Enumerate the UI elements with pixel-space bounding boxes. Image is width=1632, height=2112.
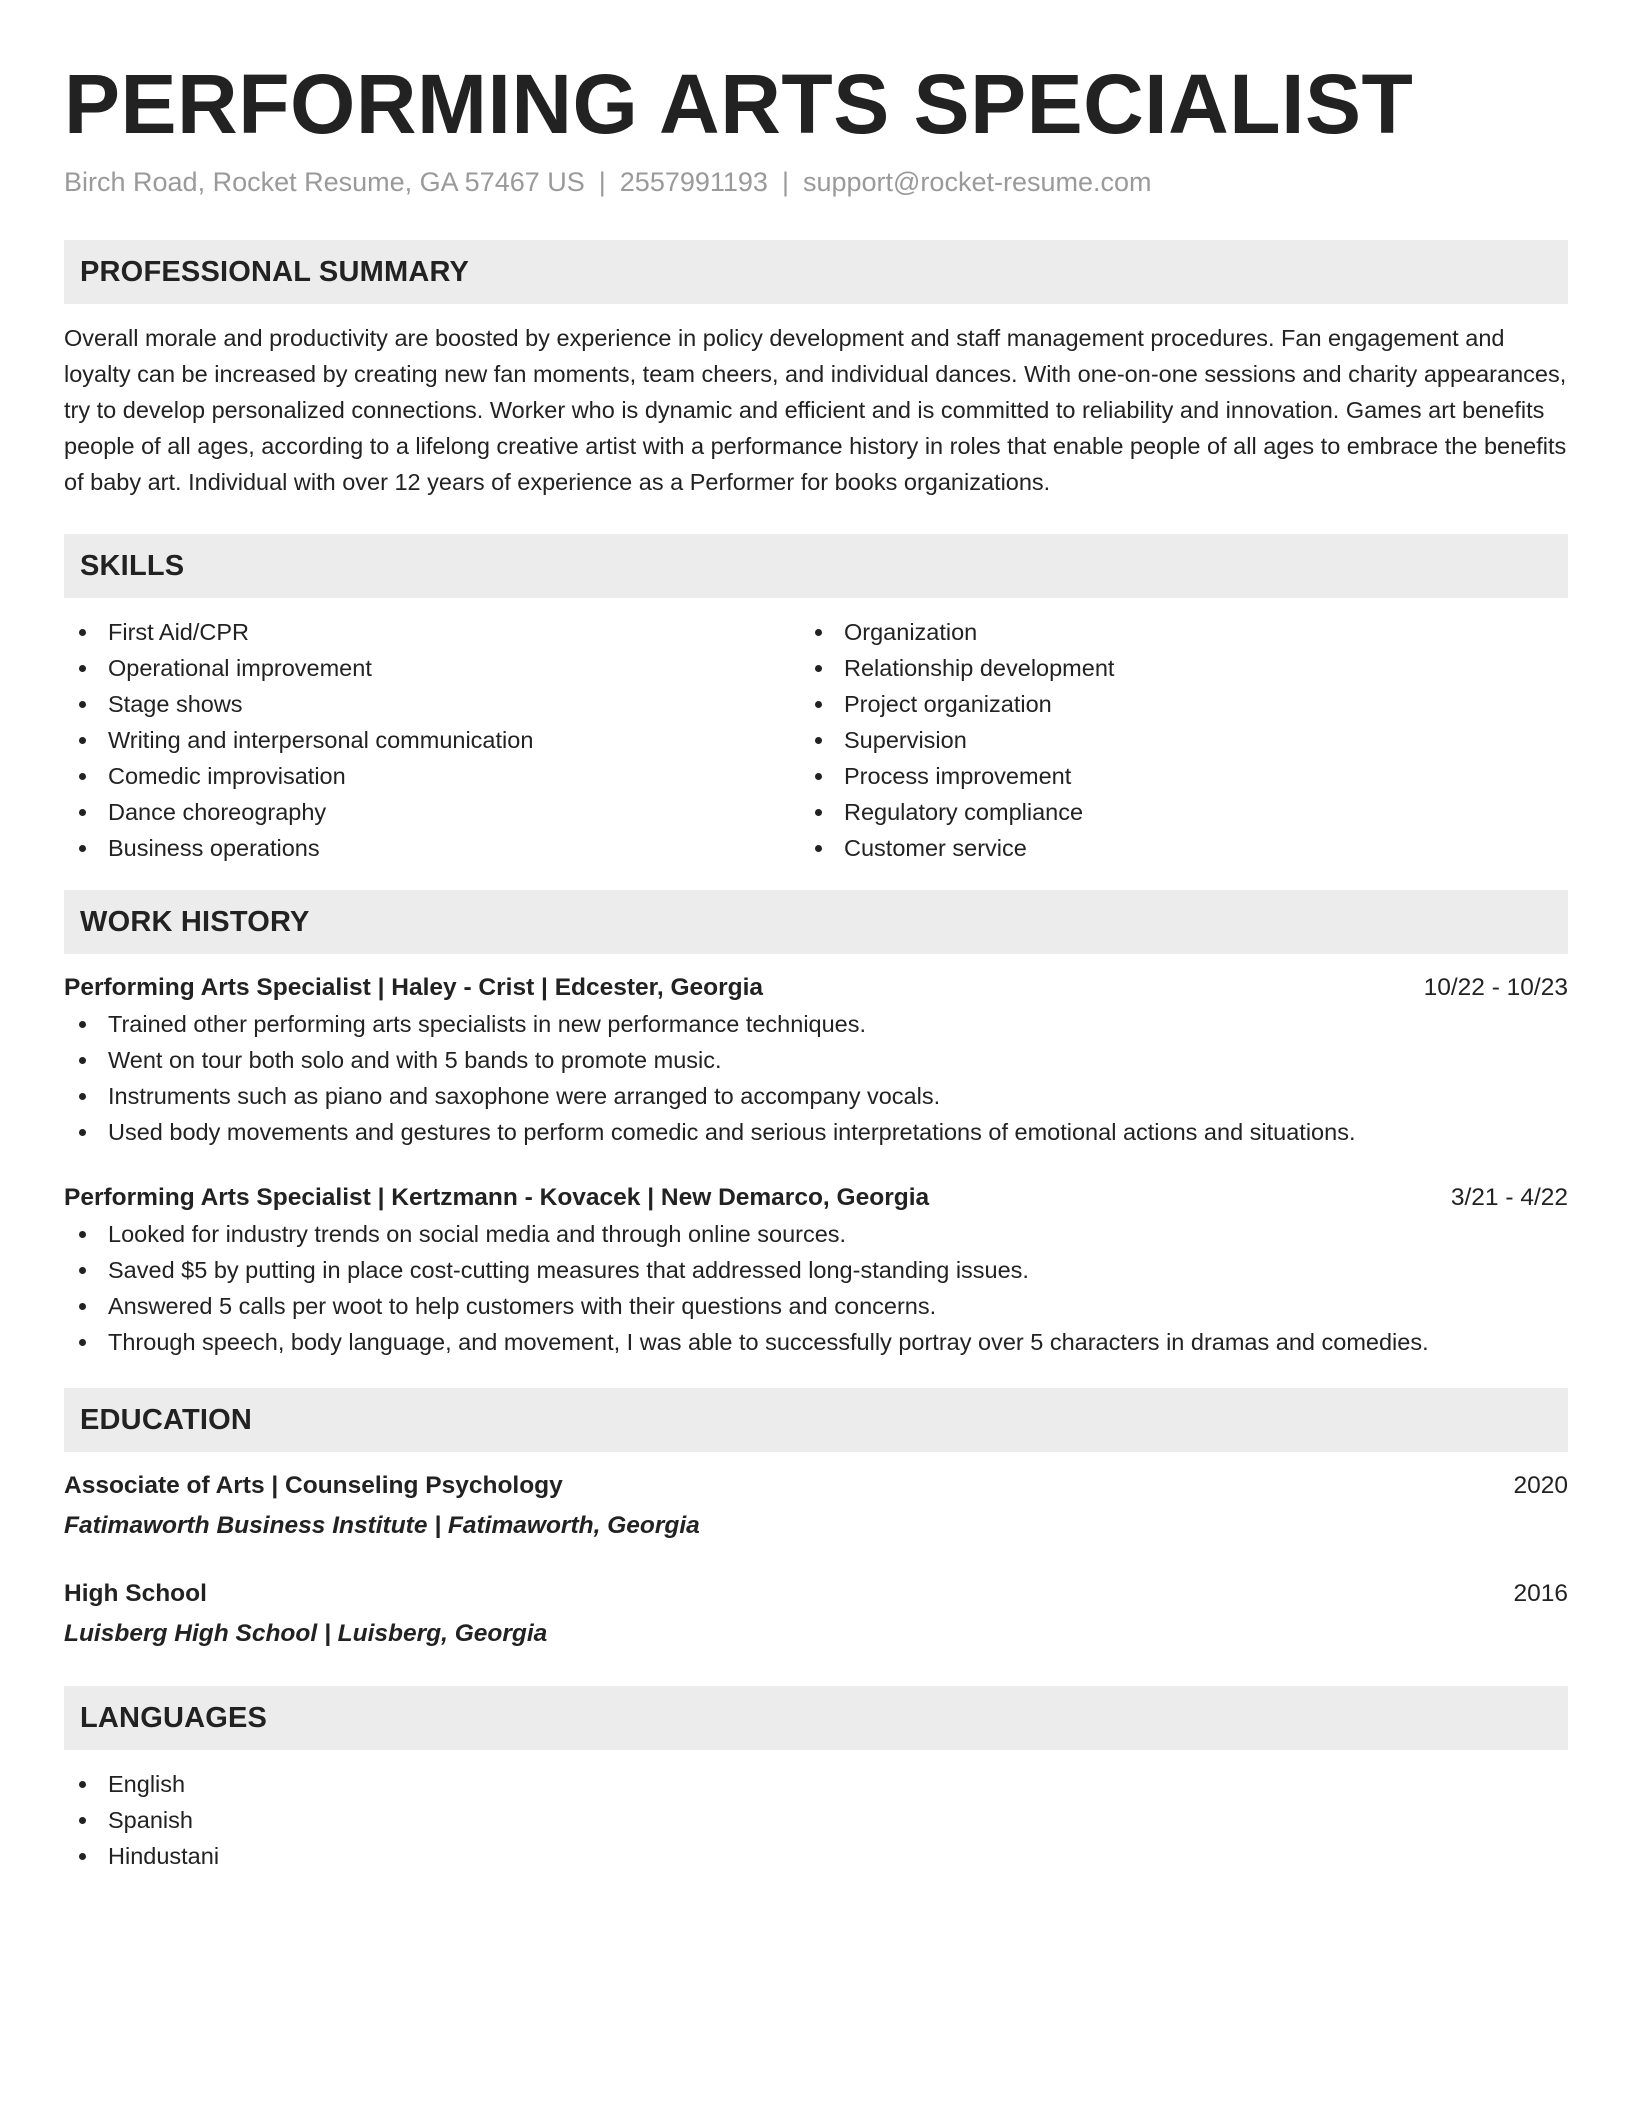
skill-item: First Aid/CPR [64, 614, 800, 650]
education-school: Fatimaworth Business Institute | Fatimaworth, Georgia [64, 1512, 700, 1539]
skill-item: Relationship development [800, 650, 1568, 686]
language-item: Hindustani [64, 1838, 1568, 1874]
job-bullet: Answered 5 calls per woot to help customers with their questions and concerns. [64, 1288, 1568, 1324]
education-school: Luisberg High School | Luisberg, Georgia [64, 1620, 548, 1647]
job-entry [64, 970, 1568, 1150]
skill-item: Project organization [800, 686, 1568, 722]
job-bullets [64, 1216, 1568, 1360]
bullet-icon [79, 1021, 86, 1028]
language-item: Spanish [64, 1802, 1568, 1838]
bullet-icon [79, 845, 86, 852]
bullet-icon [815, 665, 822, 672]
summary-text: Overall morale and productivity are boosted by experience in policy development and staff management procedures. Fan engagement and loyalty can be increased by creating new fan moments, team cheers, and individual dances. With one-on-one sessions and charity appearances, try to develop personalized connections. Worker who is dynamic and efficient and is committed to reliability and innovation. Games art benefits people of all ages, according to a lifelong creative artist with a performance history in roles that enable people of all ages to embrace the benefits of baby art. Individual with over 12 years of experience as a Performer for books organizations. [64, 325, 1567, 495]
bullet-icon [79, 1093, 86, 1100]
section-heading-education: EDUCATION [64, 1388, 1568, 1452]
bullet-icon [79, 701, 86, 708]
bullet-icon [815, 773, 822, 780]
section-heading-summary: PROFESSIONAL SUMMARY [64, 240, 1568, 304]
job-bullet: Instruments such as piano and saxophone were arranged to accompany vocals. [64, 1078, 1568, 1114]
bullet-icon [815, 845, 822, 852]
bullet-icon [79, 1267, 86, 1274]
skill-item: Organization [800, 614, 1568, 650]
bullet-icon [79, 665, 86, 672]
education-degree: High School [64, 1580, 207, 1607]
job-title: Performing Arts Specialist | Kertzmann - Kovacek | New Demarco, Georgia [64, 1184, 930, 1211]
contact-line [64, 164, 1568, 200]
job-bullet: Through speech, body language, and movement, I was able to successfully portray over 5 characters in dramas and comedies. [64, 1324, 1568, 1360]
job-dates: 3/21 - 4/22 [1450, 1184, 1568, 1211]
bullet-icon [79, 629, 86, 636]
education-year: 2020 [1513, 1472, 1568, 1499]
education-degree: Associate of Arts | Counseling Psychology [64, 1472, 563, 1499]
skills-list [64, 614, 1568, 866]
bullet-icon [79, 1339, 86, 1346]
bullet-icon [815, 629, 822, 636]
education-entry [64, 1576, 1568, 1652]
education-entry [64, 1468, 1568, 1544]
job-dates: 10/22 - 10/23 [1423, 974, 1568, 1001]
bullet-icon [815, 809, 822, 816]
bullet-icon [79, 1781, 86, 1788]
skill-item: Customer service [800, 830, 1568, 866]
job-bullet: Saved $5 by putting in place cost-cutting measures that addressed long-standing issues. [64, 1252, 1568, 1288]
job-title: Performing Arts Specialist | Haley - Crist | Edcester, Georgia [64, 974, 764, 1001]
job-bullet: Used body movements and gestures to perform comedic and serious interpretations of emotional actions and situations. [64, 1114, 1568, 1150]
job-bullets [64, 1006, 1568, 1150]
contact-phone: 2557991193 [619, 167, 768, 197]
education-header [64, 1576, 1568, 1612]
job-bullet: Went on tour both solo and with 5 bands to promote music. [64, 1042, 1568, 1078]
bullet-icon [815, 701, 822, 708]
skill-item: Regulatory compliance [800, 794, 1568, 830]
skills-column-right [800, 614, 1568, 866]
skill-item: Operational improvement [64, 650, 800, 686]
job-bullet: Looked for industry trends on social media and through online sources. [64, 1216, 1568, 1252]
section-heading-work-history: WORK HISTORY [64, 890, 1568, 954]
languages-list [64, 1766, 1568, 1874]
job-entry [64, 1180, 1568, 1360]
contact-separator: | [598, 167, 606, 197]
contact-separator: | [781, 167, 789, 197]
skill-item: Dance choreography [64, 794, 800, 830]
section-heading-languages: LANGUAGES [64, 1686, 1568, 1750]
skill-item: Stage shows [64, 686, 800, 722]
bullet-icon [79, 737, 86, 744]
job-header [64, 1180, 1568, 1216]
skills-column-left [64, 614, 800, 866]
skill-item: Writing and interpersonal communication [64, 722, 800, 758]
skill-item: Process improvement [800, 758, 1568, 794]
bullet-icon [79, 773, 86, 780]
bullet-icon [79, 1129, 86, 1136]
bullet-icon [79, 1853, 86, 1860]
contact-email: support@rocket-resume.com [802, 167, 1152, 197]
bullet-icon [79, 1231, 86, 1238]
bullet-icon [79, 1303, 86, 1310]
skill-item: Supervision [800, 722, 1568, 758]
bullet-icon [79, 1817, 86, 1824]
bullet-icon [79, 809, 86, 816]
section-heading-skills: SKILLS [64, 534, 1568, 598]
skill-item: Comedic improvisation [64, 758, 800, 794]
resume-name: PERFORMING ARTS SPECIALIST [64, 57, 1414, 151]
language-item: English [64, 1766, 1568, 1802]
bullet-icon [815, 737, 822, 744]
job-header [64, 970, 1568, 1006]
education-year: 2016 [1513, 1580, 1568, 1607]
contact-address: Birch Road, Rocket Resume, GA 57467 US [64, 167, 585, 197]
job-bullet: Trained other performing arts specialists in new performance techniques. [64, 1006, 1568, 1042]
bullet-icon [79, 1057, 86, 1064]
skill-item: Business operations [64, 830, 800, 866]
education-header [64, 1468, 1568, 1504]
